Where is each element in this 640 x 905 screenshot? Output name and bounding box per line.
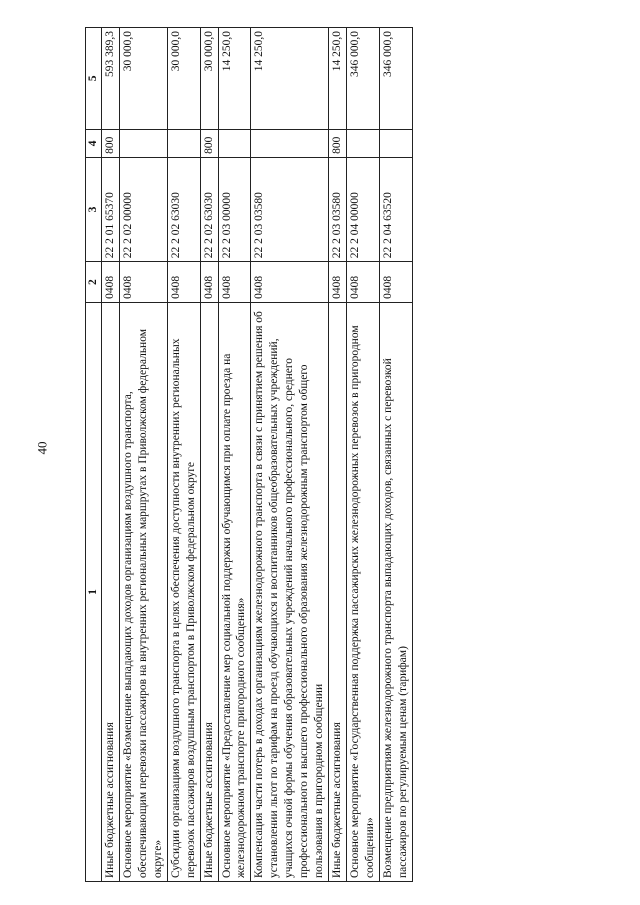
row-section: 0408 — [101, 262, 119, 303]
row-section: 0408 — [167, 262, 200, 303]
table-row — [101, 28, 119, 882]
row-expense-type — [119, 129, 167, 157]
row-name: Возмещение предприятиям железнодорожного транспорта выпадающих доходов, связанных с перевозкой пассажиров по регулируемым ценам (тарифам) — [379, 302, 412, 881]
row-target-code: 22 2 03 00000 — [218, 157, 251, 261]
row-section: 0408 — [379, 262, 412, 303]
header-cell: 5 — [86, 28, 102, 130]
row-section: 0408 — [119, 262, 167, 303]
row-target-code: 22 2 02 00000 — [119, 157, 167, 261]
row-target-code: 22 2 02 63030 — [200, 157, 218, 261]
table-row — [329, 28, 347, 882]
row-amount: 593 389,3 — [101, 28, 119, 130]
row-name: Компенсация части потерь в доходах организациям железнодорожного транспорта в связи с принятием решения об установлении льгот по тарифам на проезд обучающихся и воспитанников общеобразовательных учреждений, учащихся очной формы обучения образовательных учреждений начального профессионального, среднего профессионального и высшего профессионального образования железнодорожным транспортом общего пользования в пригородном сообщении — [251, 302, 329, 881]
row-amount: 14 250,0 — [251, 28, 329, 130]
row-amount: 346 000,0 — [347, 28, 380, 130]
table-row — [251, 28, 329, 882]
row-amount: 346 000,0 — [379, 28, 412, 130]
row-expense-type — [347, 129, 380, 157]
table-row — [347, 28, 380, 882]
row-amount: 14 250,0 — [218, 28, 251, 130]
header-cell: 2 — [86, 262, 102, 303]
rotated-table-content — [85, 27, 515, 882]
row-expense-type — [251, 129, 329, 157]
row-section: 0408 — [218, 262, 251, 303]
row-section: 0408 — [251, 262, 329, 303]
header-row — [86, 28, 102, 882]
row-section: 0408 — [329, 262, 347, 303]
table-row — [218, 28, 251, 882]
row-name: Основное мероприятие «Предоставление мер социальной поддержки обучающимся при оплате проезда на железнодорожном транспорте пригородного сообщения» — [218, 302, 251, 881]
rotated-table-frame — [85, 27, 515, 882]
row-expense-type: 800 — [200, 129, 218, 157]
row-amount: 14 250,0 — [329, 28, 347, 130]
row-expense-type — [218, 129, 251, 157]
header-cell: 4 — [86, 129, 102, 157]
row-target-code: 22 2 02 63030 — [167, 157, 200, 261]
table-row — [200, 28, 218, 882]
row-target-code: 22 2 01 65370 — [101, 157, 119, 261]
row-expense-type: 800 — [101, 129, 119, 157]
header-cell: 3 — [86, 157, 102, 261]
row-target-code: 22 2 04 00000 — [347, 157, 380, 261]
row-name: Основное мероприятие «Государственная поддержка пассажирских железнодорожных перевозок в пригородном сообщении» — [347, 302, 380, 881]
row-amount: 30 000,0 — [119, 28, 167, 130]
budget-table — [85, 27, 413, 882]
row-name: Иные бюджетные ассигнования — [329, 302, 347, 881]
row-amount: 30 000,0 — [200, 28, 218, 130]
row-name: Основное мероприятие «Возмещение выпадающих доходов организациям воздушного транспорта, обеспечивающим перевозки пассажиров на внутренних региональных маршрутах в Приволжском федеральном округе» — [119, 302, 167, 881]
row-name: Субсидии организациям воздушного транспорта в целях обеспечения доступности внутренних региональных перевозок пассажиров воздушным транспортом в Приволжском федеральном округе — [167, 302, 200, 881]
row-amount: 30 000,0 — [167, 28, 200, 130]
header-cell: 1 — [86, 302, 102, 881]
table-row — [119, 28, 167, 882]
row-target-code: 22 2 04 63520 — [379, 157, 412, 261]
table-row — [379, 28, 412, 882]
row-target-code: 22 2 03 03580 — [251, 157, 329, 261]
row-name: Иные бюджетные ассигнования — [101, 302, 119, 881]
row-expense-type — [379, 129, 412, 157]
row-section: 0408 — [347, 262, 380, 303]
table-row — [167, 28, 200, 882]
row-expense-type: 800 — [329, 129, 347, 157]
row-section: 0408 — [200, 262, 218, 303]
row-name: Иные бюджетные ассигнования — [200, 302, 218, 881]
page-number: 40 — [34, 441, 50, 455]
row-expense-type — [167, 129, 200, 157]
row-target-code: 22 2 03 03580 — [329, 157, 347, 261]
